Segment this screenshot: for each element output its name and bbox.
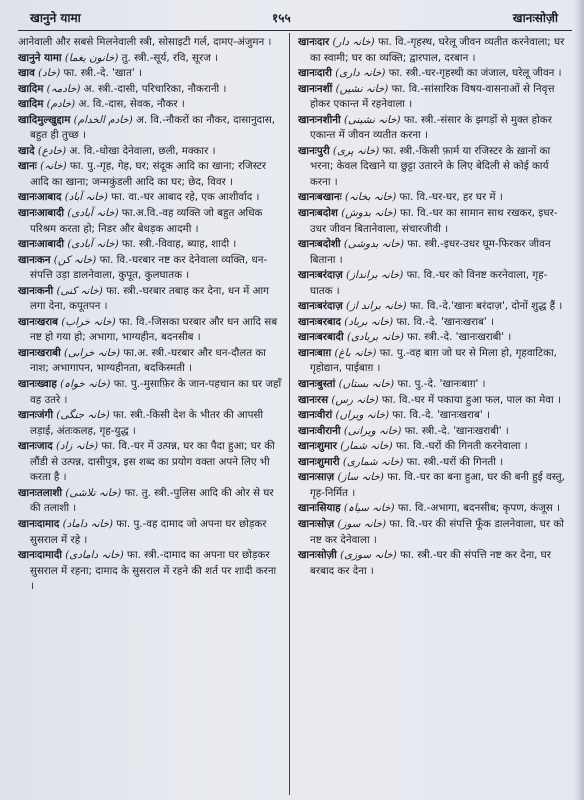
dictionary-entry (18, 206, 282, 237)
dictionary-entry (18, 190, 282, 206)
headword: खानःपुरी (298, 144, 330, 157)
definition: फा. पु.-दे. 'खानःबाग़' । (397, 378, 486, 391)
definition: आनेवाली और सबसे मिलनेवाली स्त्री, सोसाइटी गर्ल, दामए-अंजुमन । (18, 36, 272, 48)
urdu-script: (خانہ بدوشی) (343, 238, 405, 251)
definition: फा. स्त्री.-दे. 'खानःखराबी' । (407, 331, 512, 344)
headword: खानःदार (298, 36, 330, 48)
headword: खानःशुमार (298, 440, 337, 453)
urdu-script: (خانہ سوز) (337, 517, 387, 530)
headword: खानुने यामा (18, 51, 62, 64)
headword: खानःबरबाद (298, 315, 341, 328)
headword: खानःख्वाह (18, 378, 57, 391)
urdu-script: (خانہ برباد) (344, 315, 394, 328)
headword: खानःवीरां (298, 409, 333, 422)
definition: फा. वि.-घर को विनष्ट करनेवाला, गृह-घातक । (310, 269, 548, 297)
definition: फा. वि.-घर-घर, हर घर में । (399, 191, 503, 204)
dictionary-entry (18, 315, 282, 346)
dictionary-entry (298, 377, 568, 393)
headword: खानःनशीनी (298, 113, 341, 126)
dictionary-entry (18, 253, 282, 284)
definition: फा. स्त्री.-दामाद का अपना घर छोड़कर सुसराल में रहना; दामाद के सुसराल में रहने की शर्त पर शादी करना । (30, 549, 277, 593)
dictionary-entry (18, 548, 282, 595)
urdu-script: (خانہ نشینی) (343, 113, 401, 126)
urdu-script: (خانہ جنگی) (56, 409, 110, 422)
urdu-script: (خادم الخدام) (73, 113, 133, 126)
definition: फा. स्त्री.-इधर-उधर घूम-फिरकर जीवन बिताना । (310, 238, 551, 266)
dictionary-entry (298, 393, 568, 409)
urdu-script: (خادع) (37, 144, 67, 157)
headword: खानःबखानः (298, 191, 342, 204)
urdu-script: (خانہ پری) (332, 144, 380, 157)
urdu-script: (خانہ بدوش) (341, 207, 397, 220)
urdu-script: (خانہ باغ) (334, 346, 377, 359)
definition: तु. स्त्री.-सूर्य, रवि, सूरज । (121, 51, 219, 64)
headword: खानःदामादी (18, 549, 62, 562)
headword: खानःशुमारी (298, 455, 340, 468)
headword: खानःदामाद (18, 517, 60, 530)
dictionary-entry (298, 206, 568, 237)
definition: फा. वि.-सांसारिक विषय-वासनाओं से निवृत्त होकर एकान्त में रहनेवाला । (310, 82, 555, 111)
urdu-script: (خانہ دامادی) (65, 549, 124, 562)
header-right-guideword: खानःसोज़ी (512, 11, 558, 25)
headword: खानःआबादी (18, 207, 65, 220)
header-rule (18, 30, 572, 31)
headword: खानःतलाशी (18, 486, 63, 499)
urdu-script: (خانہ بربادی) (346, 331, 404, 344)
urdu-script: (خانہ زاد) (55, 440, 99, 453)
headword: खानःबाग़ (298, 346, 332, 359)
definition: फा. वि.-दे.'खानः बरंदाज़', दोनों शुद्ध हैं । (409, 300, 563, 313)
dictionary-entry (18, 237, 282, 253)
definition: फा. तु. स्त्री.-पुलिस आदि की ओर से घर की तलाशी । (30, 486, 274, 515)
urdu-script: (خانون یغما) (64, 51, 119, 64)
headword: खानः (18, 160, 37, 173)
headword: खानःनशीं (298, 82, 333, 95)
page-number: १५५ (272, 11, 291, 25)
headword: खाव (18, 67, 35, 80)
dictionary-entry (18, 377, 282, 408)
definition: फा.अ.वि.-वह व्यक्ति जो बहुत अधिक परिश्रम करता हो; निडर और बेधड़क आदमी । (30, 207, 263, 235)
column-divider (289, 33, 290, 795)
urdu-script: (خانہ براند از) (346, 300, 407, 313)
urdu-script: (خادمہ) (46, 82, 81, 95)
urdu-script: (خانہ آبادی) (67, 207, 119, 220)
urdu-script: (خادم) (46, 98, 76, 111)
headword: खानःबदोश (298, 207, 338, 220)
dictionary-entry (298, 346, 568, 377)
definition: फा. वि.-घरबार नष्ट कर देनेवाला व्यक्ति, धन-संपत्ति उड़ा डालनेवाला, कुपूत, कुलघातक । (30, 253, 268, 282)
definition: फा. स्त्री.-दे. 'खानःखराबी' । (404, 424, 509, 437)
definition: फा. वा.-घर आबाद रहे, एक आशीर्वाद । (111, 191, 260, 204)
headword: खानःरस (298, 393, 329, 406)
headword: खानःजंगी (18, 409, 53, 422)
dictionary-entry (298, 268, 568, 299)
urdu-script: (خانہ داری) (335, 67, 386, 80)
definition: फा. वि.-घर में उत्पन्न, घर का पैदा हुआ; घर की लौंडी से उत्पन्न, दासीपुत्र, इस शब्द का प्रयोग वक्ता अपने लिए भी करता है । (30, 440, 275, 484)
headword: खादे (18, 144, 35, 157)
dictionary-entry (298, 501, 568, 517)
definition: फा. स्त्री.-संसार के झगड़ों से मुक्त होकर एकान्त में जीवन व्यतीत करना । (310, 113, 552, 142)
headword: खानःखराब (18, 315, 59, 328)
definition: फा. वि.-दे. 'खानःखराब' । (392, 409, 490, 422)
definition: फा.अ. स्त्री.-घरबार और धन-दौलत का नाश; अभागापन, भाग्यहीनता, बदकिस्मती । (30, 346, 266, 375)
dictionary-entry (298, 315, 568, 331)
definition: फा. वि.-गृहस्थ, घरेलू जीवन व्यतीत करनेवाला; घर का स्वामी; घर का व्यक्ति; द्वारपाल, दरबान । (310, 36, 565, 64)
headword: खादिम (18, 82, 44, 95)
dictionary-entry (18, 486, 282, 517)
dictionary-entry (18, 35, 282, 51)
headword: खानःदारी (298, 67, 332, 80)
urdu-script: (خانہ سیاہ) (343, 502, 395, 515)
dictionary-entry (18, 113, 282, 144)
definition: फा. वि.-घर का सामान साथ रखकर, इधर-उधर जीवन बितानेवाला, संचारजीवी । (310, 207, 558, 235)
definition: फा. वि.-घरों की गिनती करनेवाला । (395, 440, 528, 453)
dictionary-entry (298, 455, 568, 471)
dictionary-entry (18, 144, 282, 160)
urdu-script: (خانہ خرابی) (64, 346, 121, 359)
definition: फा. पु.-गृह, गेह, घर; संदूक आदि का खाना; रजिस्टर आदि का खाना; जन्मकुंडली आदि का घर; छेद, विवर । (30, 160, 267, 188)
definition: फा. वि.-अभागा, बदनसीब; कृपण, कंजूस । (397, 502, 560, 515)
urdu-script: (خانہ بخانہ) (344, 191, 397, 204)
headword: खानःआबादी (18, 238, 65, 251)
headword: खानःबरंदाज़ (298, 300, 343, 313)
urdu-script: (خانہ) (40, 160, 67, 173)
urdu-script: (خانہ خراب) (61, 315, 116, 328)
urdu-script: (خانہ تلاشی) (65, 486, 122, 499)
definition: फा. स्त्री.-घर की संपत्ति नष्ट कर देना, घर बरबाद कर देना । (310, 549, 551, 577)
definition: फा. वि.-घर में पकाया हुआ फल, पाल का मेवा । (381, 393, 561, 406)
dictionary-entry (298, 408, 568, 424)
urdu-script: (خانہ آبادی) (67, 238, 119, 251)
dictionary-entry (18, 159, 282, 190)
dictionary-entry (298, 113, 568, 144)
headword: खानःबरंदाज़ (298, 269, 343, 282)
headword: खानःबरबादी (298, 331, 344, 344)
page-edge-shadow (574, 0, 584, 800)
right-column (298, 35, 568, 795)
dictionary-entry (298, 237, 568, 268)
headword: खानःसोज़ (298, 517, 335, 530)
headword: खानःसाज़ (298, 471, 335, 484)
headword: खानःकनी (18, 284, 54, 297)
urdu-script: (خانہ شماری) (342, 455, 404, 468)
definition: फा. स्त्री.-दे. 'खात' । (63, 67, 142, 80)
definition: फा. पु.-मुसाफ़िर के जान-पहचान का घर जहाँ वह उतरे । (30, 378, 282, 406)
urdu-script: (خانہ ساز) (337, 471, 384, 484)
urdu-script: (خانہ خواہ) (60, 378, 111, 391)
urdu-script: (خانہ آباد) (64, 191, 108, 204)
page-header (10, 8, 570, 30)
definition: फा. वि.-घर का बना हुआ, घर की बनी हुई वस्तु, गृह-निर्मित । (310, 471, 565, 499)
dictionary-entry (18, 97, 282, 113)
urdu-script: (خانہ بستاں) (338, 378, 395, 391)
urdu-script: (خانہ دار) (332, 36, 375, 48)
dictionary-entry (18, 517, 282, 548)
dictionary-entry (298, 66, 568, 82)
urdu-script: (خانہ کن) (53, 253, 97, 266)
definition: फा. वि.-जिसका घरबार और धन आदि सब नष्ट हो गया हो; अभागा, भाग्यहीन, बदनसीब । (30, 315, 278, 344)
definition: फा. पु.-वह दामाद जो अपना घर छोड़कर सुसराल में रहे । (30, 517, 267, 546)
definition: फा. स्त्री.-विवाह, ब्याह, शादी । (121, 238, 237, 251)
dictionary-entry (18, 82, 282, 98)
headword: खानःबुस्तां (298, 378, 336, 391)
dictionary-entry (18, 284, 282, 315)
dictionary-entry (298, 470, 568, 501)
urdu-script: (خانہ سوزی) (340, 549, 397, 562)
dictionary-entry (298, 330, 568, 346)
definition: फा. स्त्री.-किसी देश के भीतर की आपसी लड़ाई, अंतःकलह, गृह-युद्ध । (30, 409, 264, 437)
definition: फा. वि.-दे. 'खानःखराब' । (396, 315, 494, 328)
headword: खानःआबाद (18, 191, 62, 204)
headword: खानःवीरानी (298, 424, 341, 437)
urdu-script: (خانہ ویرانی) (343, 424, 402, 437)
dictionary-entry (298, 144, 568, 191)
headword: खानःजाद (18, 440, 53, 453)
definition: अ. वि.-दास, सेवक, नौकर । (78, 98, 185, 111)
definition: फा. पु.-वह बाग़ जो घर से मिला हो, गृहवाटिका, गृहोद्यान, पाईबाग़ । (310, 346, 557, 375)
header-left-guideword: खानुने यामा (30, 11, 81, 25)
definition: अ. स्त्री.-दासी, परिचारिका, नौकरानी । (83, 82, 227, 95)
dictionary-entry (18, 51, 282, 67)
dictionary-entry (18, 408, 282, 439)
headword: खादिम (18, 98, 44, 111)
urdu-script: (خانہ داماد) (62, 517, 114, 530)
definition: फा. स्त्री.-घरों की गिनती । (406, 455, 504, 468)
urdu-script: (خانہ نشیں) (335, 82, 389, 95)
urdu-script: (خانہ کنی) (56, 284, 103, 297)
definition: फा. वि.-घर की संपत्ति फूँक डालनेवाला, घर को नष्ट कर देनेवाला । (310, 517, 564, 546)
headword: खानःबदोशी (298, 238, 341, 251)
dictionary-entry (298, 35, 568, 66)
definition: फा. स्त्री.-घर-गृहस्थी का जंजाल, घरेलू जीवन । (388, 67, 562, 80)
left-column (18, 35, 282, 795)
dictionary-entry (298, 190, 568, 206)
urdu-script: (خاد) (38, 67, 61, 80)
definition: अ. वि.-धोखा देनेवाला, छली, मक्कार । (69, 144, 216, 157)
headword: खानःकन (18, 253, 51, 266)
dictionary-entry (298, 548, 568, 579)
headword: खानःसोज़ी (298, 549, 337, 562)
dictionary-entry (298, 299, 568, 315)
urdu-script: (خانہ رس) (331, 393, 379, 406)
dictionary-entry (298, 424, 568, 440)
urdu-script: (خانہ برانداز) (346, 269, 404, 282)
dictionary-entry (298, 82, 568, 113)
headword: खादिमुल्खुद्दाम (18, 113, 71, 126)
dictionary-entry (18, 439, 282, 486)
urdu-script: (خانہ شمار) (340, 440, 393, 453)
urdu-script: (خانہ ویراں) (335, 409, 390, 422)
dictionary-entry (298, 517, 568, 548)
definition: फा. स्त्री.-किसी फ़ार्म या रजिस्टर के ख़ानों का भरना; केवल दिखाने या छुट्टा उतारने के लिए बेदिली से कोई कार्य करना । (310, 144, 551, 188)
dictionary-entry (18, 66, 282, 82)
dictionary-entry (298, 439, 568, 455)
definition: अ. वि.-नौकरों का नौकर, दासानुदास, बहुत ही तुच्छ । (30, 113, 276, 142)
dictionary-entry (18, 346, 282, 377)
headword: खानःखराबी (18, 346, 61, 359)
definition: फा. स्त्री.-घरबार तबाह कर देना, धन में आग लगा देना, कपूतपन । (30, 284, 269, 313)
headword: खानःसियाह (298, 502, 341, 515)
